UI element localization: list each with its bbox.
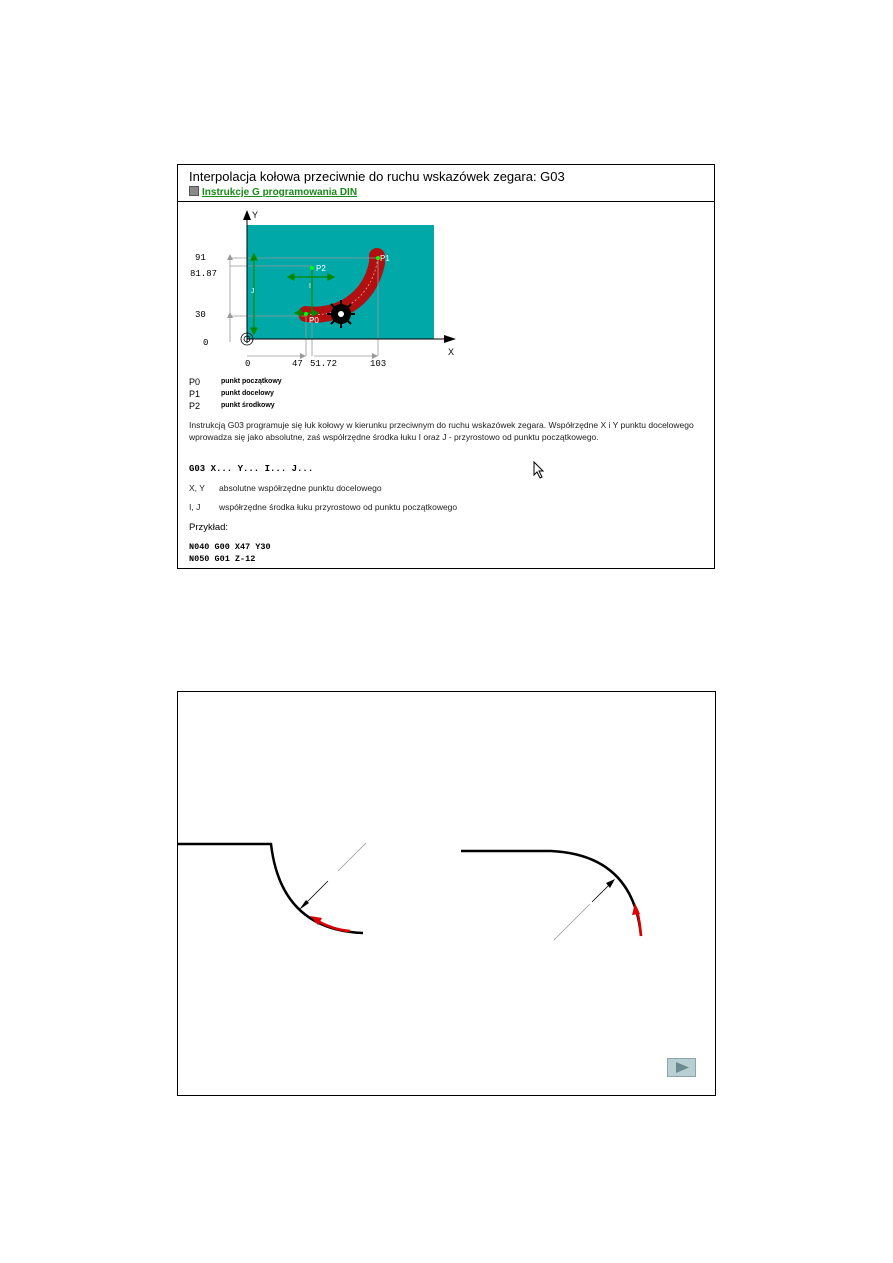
slide-arc-animation: [177, 691, 716, 1096]
x-tick-label: 103: [370, 359, 387, 369]
x-axis-arrow-icon: [444, 335, 456, 343]
radius-line-right: [554, 904, 590, 940]
bullet-square-icon: [189, 186, 199, 196]
din-instructions-link-label: Instrukcje G programowania DIN: [202, 187, 358, 198]
definition-value: współrzędne środka łuku przyrostowo od punktu początkowego: [219, 502, 458, 512]
definition-key: I, J: [189, 502, 201, 512]
x-tick-label: 47: [292, 359, 303, 369]
point-label-p1: P1: [380, 254, 390, 263]
page-title: Interpolacja kołowa przeciwnie do ruchu wskazówek zegara: G03: [189, 169, 565, 184]
legend-key: P0: [189, 377, 201, 387]
tool-path-left: [178, 844, 363, 933]
code-line: N040 G00 X47 Y30: [189, 542, 271, 552]
definition-row: [189, 502, 457, 512]
radius-arrowhead-left-icon: [299, 900, 309, 910]
header-divider: [178, 201, 714, 202]
y-tick-label: 0: [203, 338, 209, 348]
legend-value: punkt początkowy: [221, 378, 282, 385]
legend-value: punkt środkowy: [221, 402, 275, 409]
legend-key: P2: [189, 401, 201, 411]
point-label-p0: P0: [309, 316, 319, 325]
definition-key: X, Y: [189, 483, 205, 493]
y-tick-label: 91: [195, 253, 206, 263]
arc-animation-canvas: [178, 692, 715, 1095]
dim-label-i: I: [309, 283, 311, 290]
play-triangle-icon: [676, 1062, 689, 1073]
instruction-description: Instrukcją G03 programuje się łuk kołowy w kierunku przeciwnym do ruchu wskazówek zegara. Współrzędne X i Y punktu docelowego wprowadza się jako absolutne, zaś współrzędne środka łuku I oraz J - przyrostowo od punktu początkowego.: [189, 420, 694, 442]
g03-diagram: [190, 208, 455, 369]
x-tick-label: 0: [245, 359, 251, 369]
g03-syntax: G03 X... Y... I... J...: [189, 464, 314, 474]
example-heading: Przykład:: [189, 522, 229, 533]
legend-key: P1: [189, 389, 201, 399]
point-label-p2: P2: [316, 264, 326, 273]
y-tick-label: 30: [195, 310, 206, 320]
definition-value: absolutne współrzędne punktu docelowego: [219, 483, 382, 493]
radius-line-left: [338, 843, 366, 871]
y-axis-label: Y: [252, 210, 259, 220]
dim-label-j: J: [251, 288, 255, 295]
code-line: N050 G01 Z-12: [189, 554, 256, 564]
next-button[interactable]: [667, 1058, 696, 1077]
din-instructions-link[interactable]: [189, 186, 357, 198]
y-tick-label: 81.87: [190, 269, 218, 279]
x-axis-label: X: [448, 347, 455, 357]
legend-value: punkt docelowy: [221, 390, 274, 397]
mouse-pointer-icon: [533, 461, 545, 479]
slide-g03-description: [177, 164, 715, 569]
tool-path-right: [461, 851, 641, 936]
definition-row: [189, 483, 382, 493]
x-tick-label: 51.72: [310, 359, 338, 369]
y-axis-arrow-icon: [243, 210, 251, 220]
